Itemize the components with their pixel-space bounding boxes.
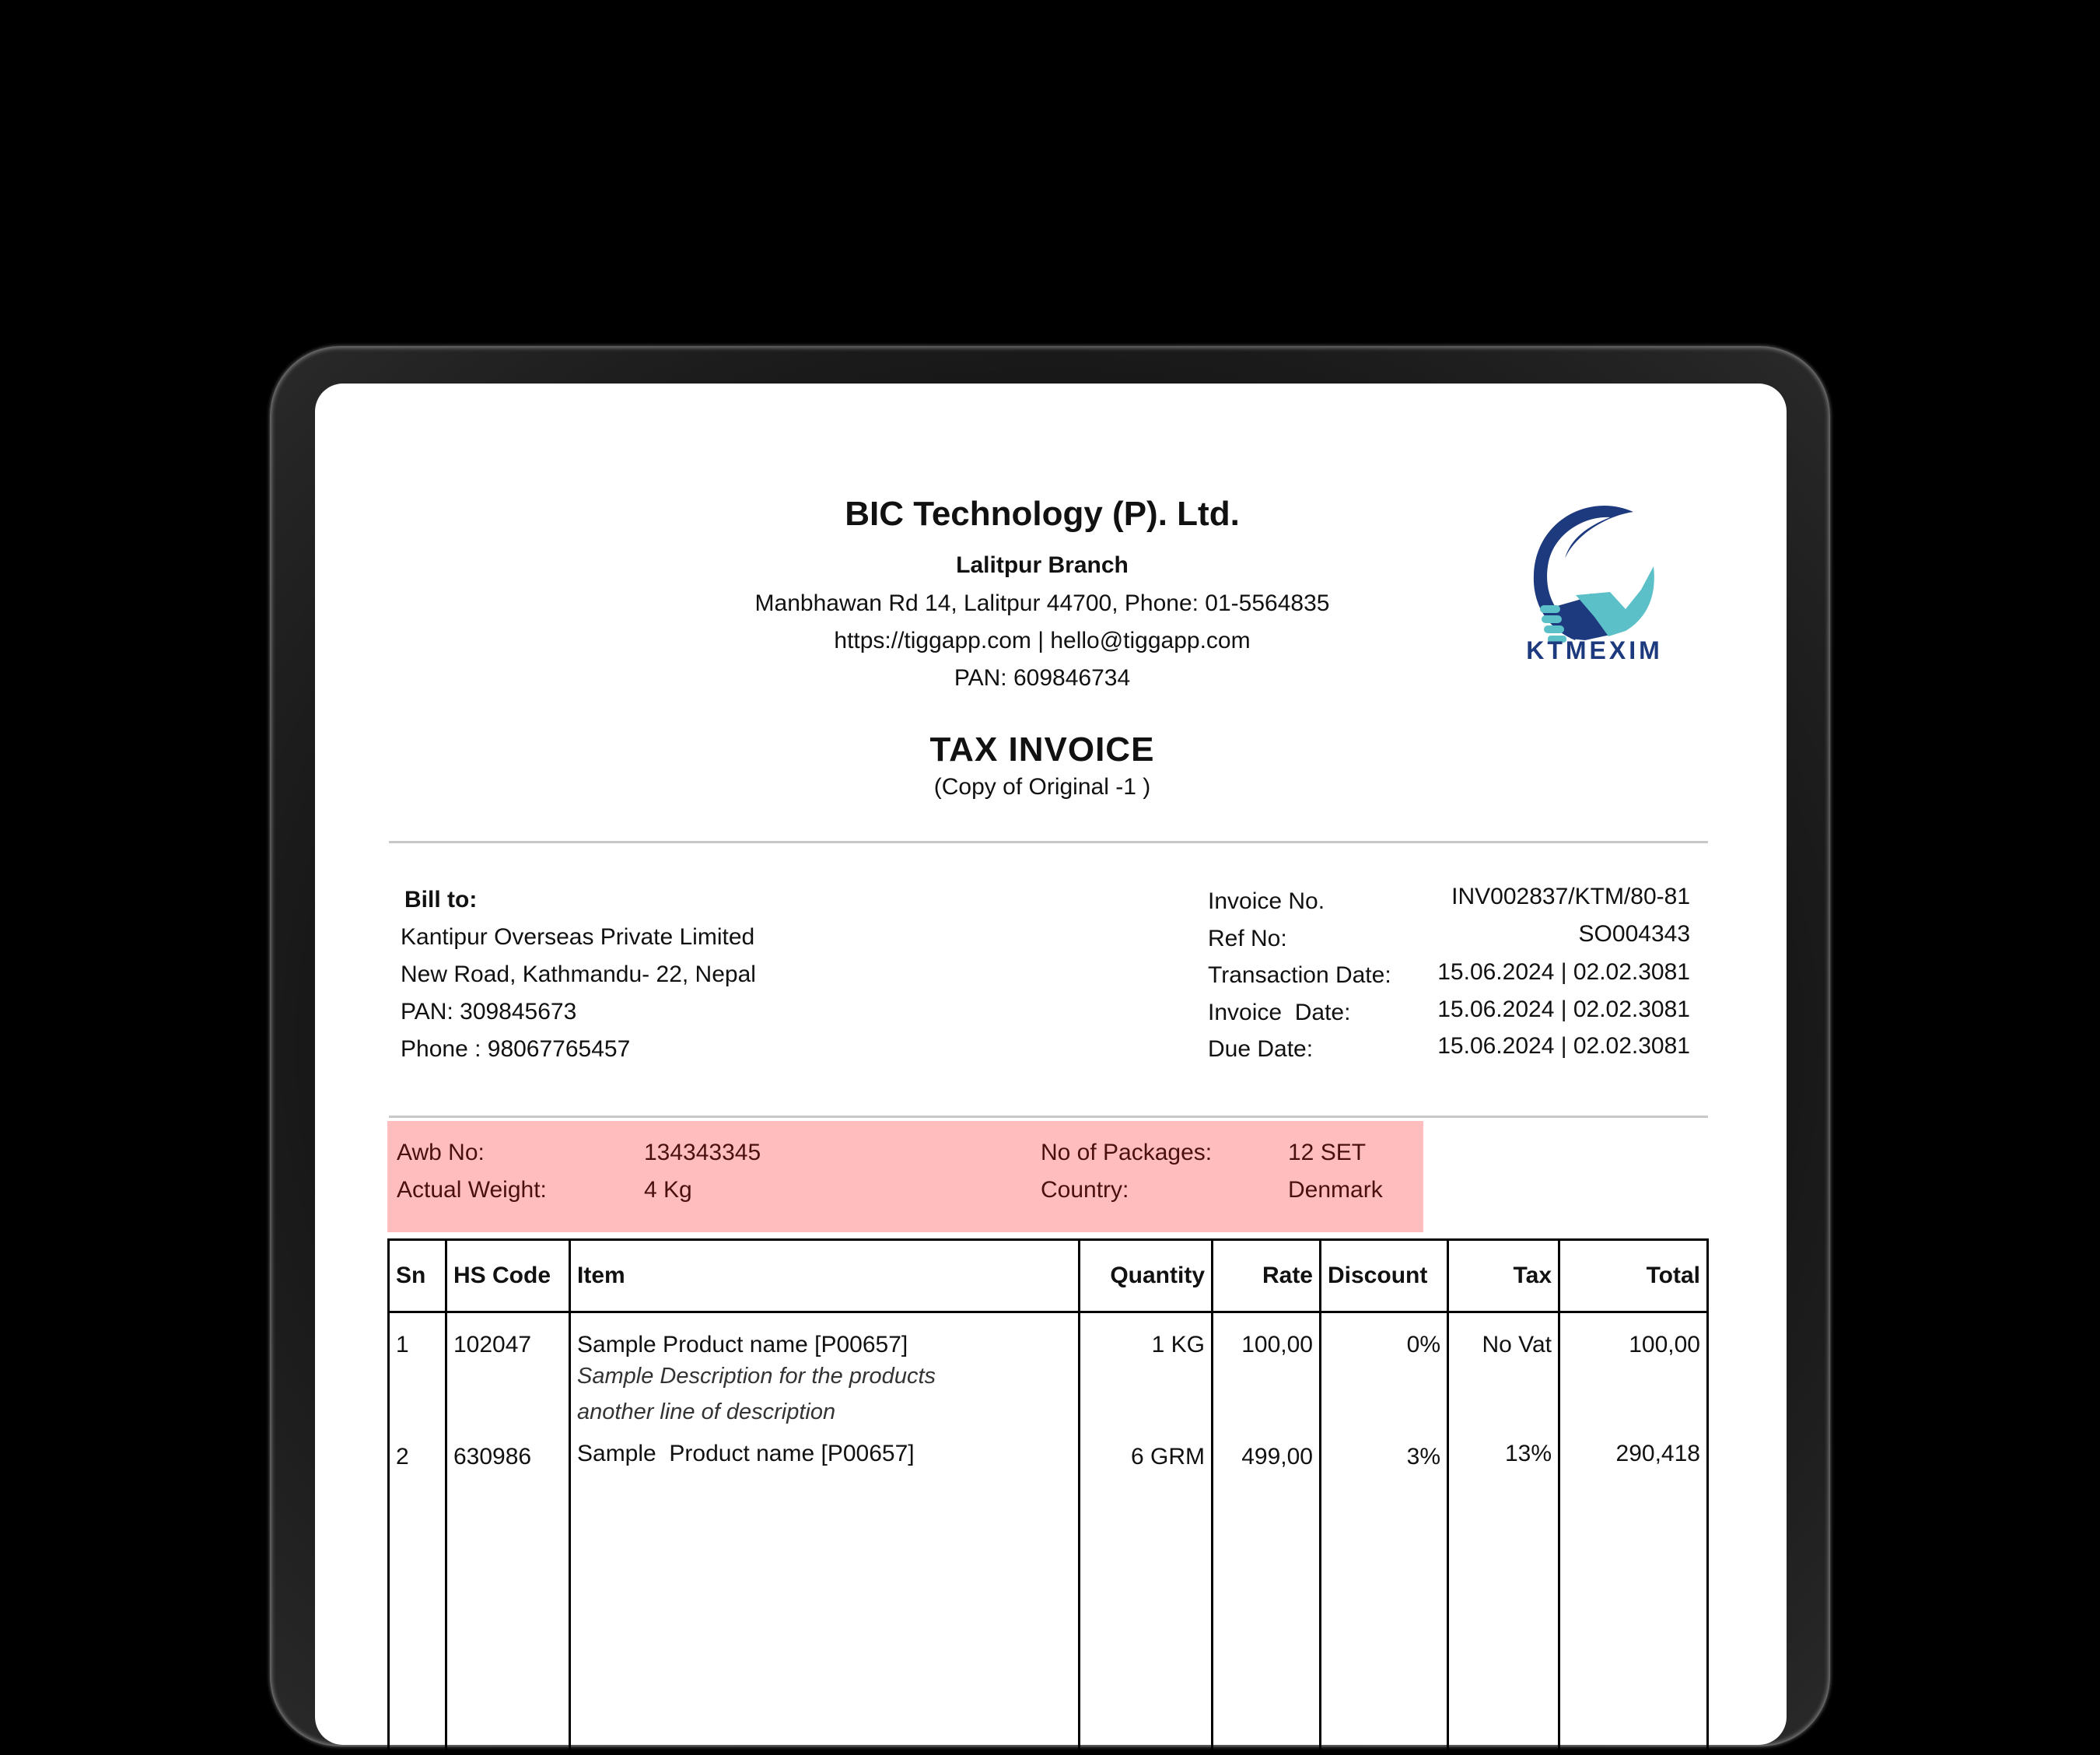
country-label: Country: [1041,1177,1129,1203]
awb-value: 134343345 [644,1140,761,1165]
cell-item: Sample Product name [P00657] [570,1430,1080,1755]
document-title: TAX INVOICE [929,730,1155,769]
company-name: BIC Technology (P). Ltd. [845,495,1240,533]
bill-to-address: New Road, Kathmandu- 22, Nepal [401,962,756,987]
header-quantity: Quantity [1080,1240,1213,1312]
cell-sn: 2 [389,1430,446,1755]
company-web-email: https://tiggapp.com | hello@tiggapp.com [834,628,1251,653]
packages-label: No of Packages: [1041,1140,1213,1165]
header-total: Total [1559,1240,1708,1312]
company-pan: PAN: 609846734 [954,665,1131,691]
cell-tax: No Vat [1448,1312,1559,1431]
meta-transaction-date [1208,957,1690,994]
cell-rate: 100,00 [1213,1312,1321,1431]
logo-text: KTMEXIM [1526,636,1663,664]
bill-to-name: Kantipur Overseas Private Limited [401,924,755,950]
table-header-row [389,1240,1708,1312]
meta-label: Invoice No. [1208,888,1325,914]
bill-to-phone: Phone : 98067765457 [401,1036,631,1062]
meta-label: Due Date: [1208,1036,1314,1062]
cell-quantity: 1 KG [1080,1312,1213,1431]
cell-total: 290,418 [1559,1430,1708,1755]
header-rate: Rate [1213,1240,1321,1312]
cell-quantity: 6 GRM [1080,1430,1213,1755]
weight-label: Actual Weight: [397,1177,547,1203]
meta-invoice-no [1208,883,1690,920]
header-hs-code: HS Code [446,1240,570,1312]
meta-ref-no [1208,920,1690,958]
meta-due-date [1208,1031,1690,1068]
country-value: Denmark [1288,1177,1383,1203]
cell-tax: 13% [1448,1430,1559,1755]
company-branch: Lalitpur Branch [956,552,1129,578]
table-row [389,1312,1708,1431]
meta-label: Ref No: [1208,925,1287,951]
invoice-meta [1208,883,1690,1068]
cell-item [570,1312,1080,1431]
bill-to-heading: Bill to: [404,887,478,913]
table-row [389,1430,1708,1755]
meta-value: 15.06.2024 | 02.02.3081 [1437,1033,1690,1059]
weight-value: 4 Kg [644,1177,692,1203]
bill-to-pan: PAN: 309845673 [401,999,577,1025]
cell-total: 100,00 [1559,1312,1708,1431]
packages-value: 12 SET [1288,1140,1367,1165]
meta-value: 15.06.2024 | 02.02.3081 [1437,996,1690,1022]
header-tax: Tax [1448,1240,1559,1312]
header-sn: Sn [389,1240,446,1312]
meta-label: Invoice Date: [1208,999,1351,1025]
company-address: Manbhawan Rd 14, Lalitpur 44700, Phone: 01-5564835 [754,590,1330,616]
header-item: Item [570,1240,1080,1312]
document-subtitle: (Copy of Original -1 ) [933,774,1151,800]
items-table [387,1238,1709,1755]
cell-sn: 1 [389,1312,446,1431]
cell-discount: 0% [1321,1312,1448,1431]
shipping-info-highlight [387,1121,1423,1232]
meta-divider [389,1116,1708,1118]
item-description-line: Sample Description for the products [577,1364,936,1389]
cell-hs-code: 630986 [446,1430,570,1755]
item-name: Sample Product name [P00657] [577,1332,908,1357]
cell-hs-code: 102047 [446,1312,570,1431]
item-description-line: another line of description [577,1399,836,1424]
meta-value: SO004343 [1578,920,1690,947]
header-divider [389,841,1708,843]
cell-discount: 3% [1321,1430,1448,1755]
awb-label: Awb No: [397,1140,485,1165]
meta-value: INV002837/KTM/80-81 [1451,884,1690,909]
cell-rate: 499,00 [1213,1430,1321,1755]
meta-label: Transaction Date: [1208,962,1391,988]
invoice-document [315,384,1787,1745]
meta-invoice-date [1208,994,1690,1032]
header-discount: Discount [1321,1240,1448,1312]
bill-to-block [401,881,756,1068]
meta-value: 15.06.2024 | 02.02.3081 [1437,959,1690,985]
